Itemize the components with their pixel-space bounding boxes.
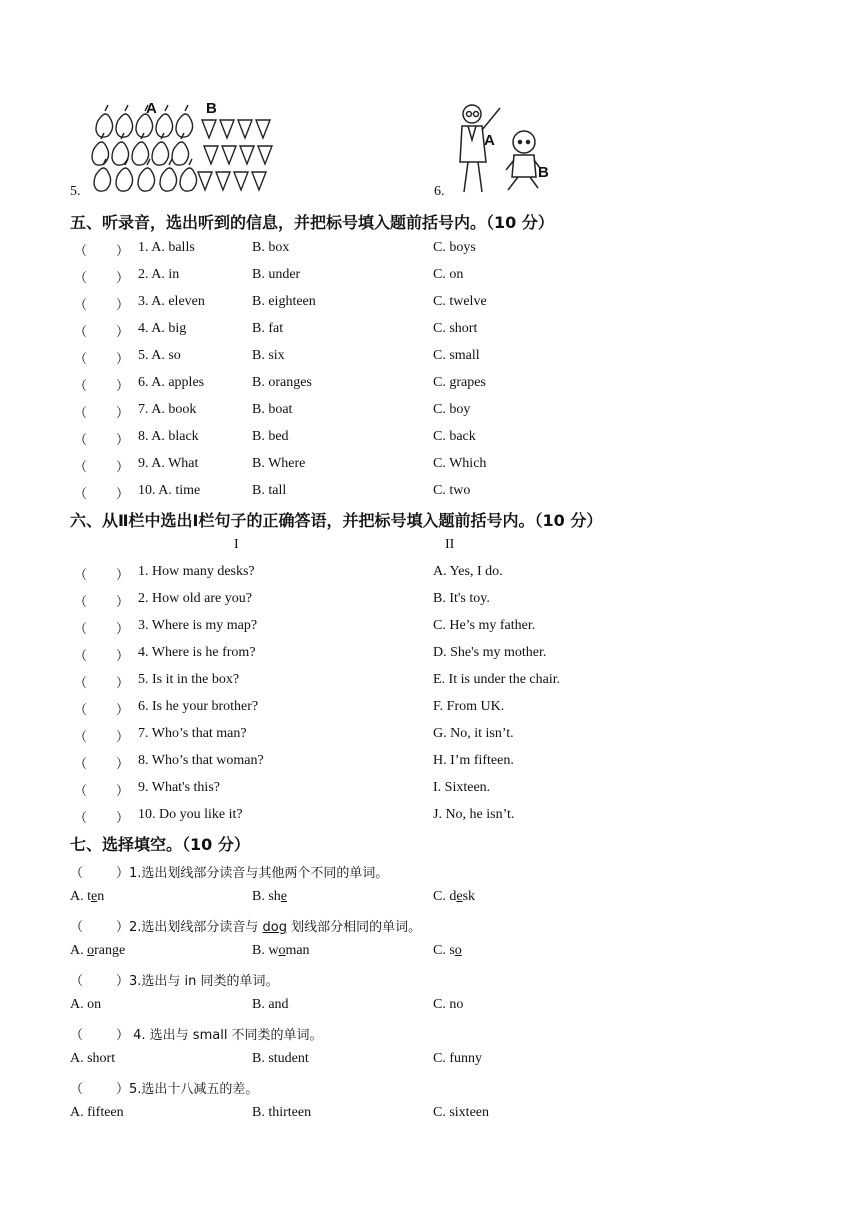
option-c: C. Which bbox=[433, 456, 487, 471]
question-stem: ）5.选出十八减五的差。 bbox=[116, 1082, 259, 1097]
bracket-close: ） bbox=[116, 460, 130, 475]
bracket-close: ） bbox=[116, 730, 130, 745]
answer-text: G. No, it isn’t. bbox=[433, 726, 514, 741]
bracket-close: ） bbox=[116, 757, 130, 772]
picture-6-label-a: A bbox=[484, 132, 495, 149]
option-c: C. no bbox=[433, 997, 464, 1012]
option-b: B. oranges bbox=[252, 375, 312, 390]
question-text: 4. Where is he from? bbox=[138, 645, 256, 660]
answer-bracket[interactable]: （ bbox=[74, 811, 88, 826]
question-text: 7. Who’s that man? bbox=[138, 726, 247, 741]
answer-bracket[interactable]: （ bbox=[74, 676, 88, 691]
option-c: C. boy bbox=[433, 402, 471, 417]
option-a: 5. A. so bbox=[138, 348, 181, 363]
option-b: B. thirteen bbox=[252, 1105, 312, 1120]
bracket-close: ） bbox=[116, 325, 130, 340]
answer-bracket[interactable]: （ bbox=[74, 298, 88, 313]
option-b: B. student bbox=[252, 1051, 309, 1066]
option-b: B. bed bbox=[252, 429, 289, 444]
answer-bracket[interactable]: （ bbox=[74, 406, 88, 421]
answer-bracket[interactable]: （ bbox=[74, 379, 88, 394]
question-stem: ）2.选出划线部分读音与 dog 划线部分相同的单词。 bbox=[116, 920, 422, 935]
bracket-close: ） bbox=[116, 676, 130, 691]
option-a: 3. A. eleven bbox=[138, 294, 205, 309]
answer-bracket[interactable]: （ bbox=[70, 866, 84, 881]
option-c: C. so bbox=[433, 943, 462, 958]
bracket-close: ） bbox=[116, 568, 130, 583]
answer-text: H. I’m fifteen. bbox=[433, 753, 514, 768]
option-c: C. short bbox=[433, 321, 478, 336]
option-c: C. sixteen bbox=[433, 1105, 489, 1120]
bracket-close: ） bbox=[116, 784, 130, 799]
option-c: C. boys bbox=[433, 240, 476, 255]
option-c: C. on bbox=[433, 267, 464, 282]
option-b: B. under bbox=[252, 267, 301, 282]
option-a: A. fifteen bbox=[70, 1105, 124, 1120]
option-c: C. small bbox=[433, 348, 480, 363]
option-a: 9. A. What bbox=[138, 456, 199, 471]
option-a: 7. A. book bbox=[138, 402, 197, 417]
option-b: B. Where bbox=[252, 456, 306, 471]
picture-5-label-b: B bbox=[206, 100, 217, 117]
option-a: 2. A. in bbox=[138, 267, 180, 282]
bracket-close: ） bbox=[116, 703, 130, 718]
option-b: B. and bbox=[252, 997, 289, 1012]
answer-text: F. From UK. bbox=[433, 699, 505, 714]
bracket-close: ） bbox=[116, 379, 130, 394]
answer-bracket[interactable]: （ bbox=[70, 1082, 84, 1097]
question-text: 6. Is he your brother? bbox=[138, 699, 259, 714]
answer-bracket[interactable]: （ bbox=[74, 433, 88, 448]
answer-text: E. It is under the chair. bbox=[433, 672, 561, 687]
option-a: A. ten bbox=[70, 889, 105, 904]
picture-5-number: 5. bbox=[70, 184, 81, 199]
answer-text: I. Sixteen. bbox=[433, 780, 491, 795]
answer-bracket[interactable]: （ bbox=[74, 460, 88, 475]
answer-bracket[interactable]: （ bbox=[70, 1028, 84, 1043]
section-6-title: 六、从Ⅱ栏中选出Ⅰ栏句子的正确答语，并把标号填入题前括号内。（10 分） bbox=[70, 511, 603, 530]
option-a: 1. A. balls bbox=[138, 240, 195, 255]
bracket-close: ） bbox=[116, 244, 130, 259]
option-c: C. funny bbox=[433, 1051, 482, 1066]
answer-text: B. It's toy. bbox=[433, 591, 490, 606]
answer-bracket[interactable]: （ bbox=[74, 352, 88, 367]
question-text: 5. Is it in the box? bbox=[138, 672, 240, 687]
answer-bracket[interactable]: （ bbox=[70, 920, 84, 935]
question-stem: ） 4. 选出与 small 不同类的单词。 bbox=[116, 1028, 323, 1043]
answer-bracket[interactable]: （ bbox=[74, 703, 88, 718]
option-a: A. on bbox=[70, 997, 102, 1012]
option-c: C. two bbox=[433, 483, 471, 498]
bracket-close: ） bbox=[116, 649, 130, 664]
option-a: 6. A. apples bbox=[138, 375, 205, 390]
option-a: A. orange bbox=[70, 943, 126, 958]
answer-bracket[interactable]: （ bbox=[74, 595, 88, 610]
answer-bracket[interactable]: （ bbox=[74, 244, 88, 259]
option-a: A. short bbox=[70, 1051, 116, 1066]
option-b: B. she bbox=[252, 889, 288, 904]
question-text: 1. How many desks? bbox=[138, 564, 255, 579]
option-b: B. boat bbox=[252, 402, 293, 417]
answer-bracket[interactable]: （ bbox=[74, 757, 88, 772]
section-5-title: 五、听录音，选出听到的信息，并把标号填入题前括号内。（10 分） bbox=[70, 213, 554, 232]
answer-text: D. She's my mother. bbox=[433, 645, 547, 660]
option-b: B. woman bbox=[252, 943, 310, 958]
bracket-close: ） bbox=[116, 595, 130, 610]
question-text: 8. Who’s that woman? bbox=[138, 753, 264, 768]
question-text: 3. Where is my map? bbox=[138, 618, 258, 633]
bracket-close: ） bbox=[116, 622, 130, 637]
bracket-close: ） bbox=[116, 271, 130, 286]
question-text: 10. Do you like it? bbox=[138, 807, 243, 822]
bracket-close: ） bbox=[116, 433, 130, 448]
answer-bracket[interactable]: （ bbox=[70, 974, 84, 989]
father-son-image bbox=[448, 100, 560, 196]
question-text: 2. How old are you? bbox=[138, 591, 252, 606]
column-i-header: I bbox=[234, 537, 239, 552]
bracket-close: ） bbox=[116, 352, 130, 367]
section-7-title: 七、选择填空。（10 分） bbox=[70, 835, 250, 854]
answer-text: C. He’s my father. bbox=[433, 618, 536, 633]
answer-bracket[interactable]: （ bbox=[74, 271, 88, 286]
bracket-close: ） bbox=[116, 406, 130, 421]
answer-text: A. Yes, I do. bbox=[433, 564, 503, 579]
question-stem: ）1.选出划线部分读音与其他两个不同的单词。 bbox=[116, 866, 389, 881]
option-c: C. desk bbox=[433, 889, 476, 904]
answer-bracket[interactable]: （ bbox=[74, 784, 88, 799]
answer-bracket[interactable]: （ bbox=[74, 730, 88, 745]
option-a: 10. A. time bbox=[138, 483, 201, 498]
option-a: 4. A. big bbox=[138, 321, 187, 336]
column-ii-header: II bbox=[445, 537, 455, 552]
option-b: B. eighteen bbox=[252, 294, 316, 309]
option-b: B. tall bbox=[252, 483, 287, 498]
question-text: 9. What's this? bbox=[138, 780, 220, 795]
option-b: B. fat bbox=[252, 321, 284, 336]
option-b: B. box bbox=[252, 240, 290, 255]
question-stem: ）3.选出与 in 同类的单词。 bbox=[116, 974, 279, 989]
option-b: B. six bbox=[252, 348, 285, 363]
answer-bracket[interactable]: （ bbox=[74, 622, 88, 637]
option-c: C. back bbox=[433, 429, 476, 444]
answer-bracket[interactable]: （ bbox=[74, 487, 88, 502]
bracket-close: ） bbox=[116, 811, 130, 826]
option-c: C. twelve bbox=[433, 294, 487, 309]
option-c: C. grapes bbox=[433, 375, 486, 390]
bracket-close: ） bbox=[116, 298, 130, 313]
answer-bracket[interactable]: （ bbox=[74, 325, 88, 340]
pears-strawberries-image bbox=[86, 100, 282, 196]
answer-text: J. No, he isn’t. bbox=[433, 807, 515, 822]
answer-bracket[interactable]: （ bbox=[74, 649, 88, 664]
option-a: 8. A. black bbox=[138, 429, 199, 444]
bracket-close: ） bbox=[116, 487, 130, 502]
picture-6-number: 6. bbox=[434, 184, 445, 199]
picture-6-label-b: B bbox=[538, 164, 549, 181]
picture-5-label-a: A bbox=[146, 100, 157, 117]
answer-bracket[interactable]: （ bbox=[74, 568, 88, 583]
